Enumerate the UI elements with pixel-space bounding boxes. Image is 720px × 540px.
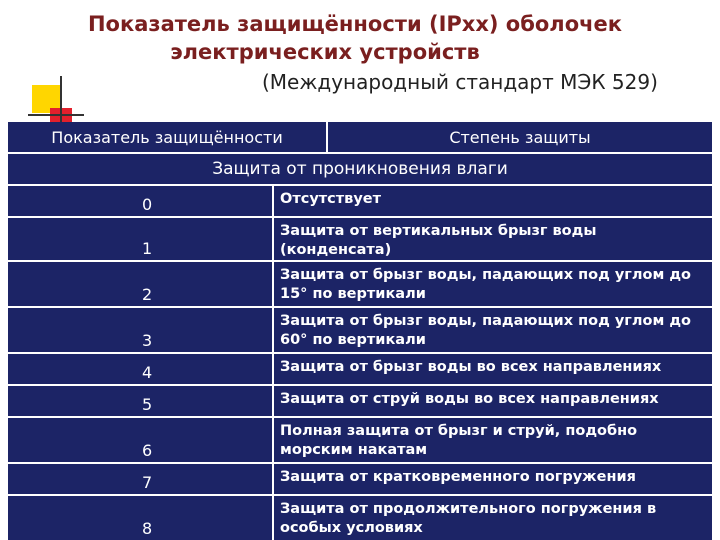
table-row — [8, 262, 712, 306]
table-row — [8, 218, 712, 260]
row-description: Защита от кратковременного погружения — [280, 469, 636, 485]
table-header — [8, 122, 712, 152]
header-degree: Степень защиты — [449, 127, 591, 147]
row-code: 7 — [8, 464, 274, 494]
row-code: 5 — [8, 386, 274, 416]
row-code: 4 — [8, 354, 274, 384]
table-row — [8, 308, 712, 352]
row-code: 3 — [8, 308, 274, 352]
row-description: Защита от вертикальных брызг воды (конденсата) — [280, 223, 597, 258]
row-description: Отсутствует — [280, 191, 382, 207]
decorative-horizontal-line — [28, 114, 84, 116]
table-row — [8, 496, 712, 540]
table-row — [8, 464, 712, 494]
row-code: 2 — [8, 262, 274, 306]
ip-protection-table — [8, 122, 712, 540]
table-row — [8, 386, 712, 416]
row-description: Защита от брызг воды, падающих под углом до 60° по вертикали — [280, 313, 692, 348]
row-description: Полная защита от брызг и струй, подобно морским накатам — [280, 423, 638, 458]
title-line-1: Показатель защищённости (IPxx) оболочек — [87, 12, 623, 36]
subtitle: (Международный стандарт МЭК 529) — [262, 70, 658, 94]
decorative-vertical-line — [60, 76, 62, 128]
row-code: 6 — [8, 418, 274, 462]
page-title — [0, 10, 720, 66]
row-code: 1 — [8, 218, 274, 260]
header-indicator: Показатель защищённости — [8, 122, 328, 152]
section-moisture: Защита от проникновения влаги — [8, 154, 712, 184]
row-description: Защита от продолжительного погружения в особых условиях — [280, 501, 657, 536]
table-row — [8, 418, 712, 462]
row-description: Защита от брызг воды, падающих под углом до 15° по вертикали — [280, 267, 692, 302]
table-row — [8, 354, 712, 384]
table-row — [8, 186, 712, 216]
row-code: 0 — [8, 186, 274, 216]
title-line-2: электрических устройств — [170, 40, 480, 64]
row-description: Защита от струй воды во всех направлениях — [280, 391, 659, 407]
row-code: 8 — [8, 496, 274, 540]
row-description: Защита от брызг воды во всех направлениях — [280, 359, 662, 375]
